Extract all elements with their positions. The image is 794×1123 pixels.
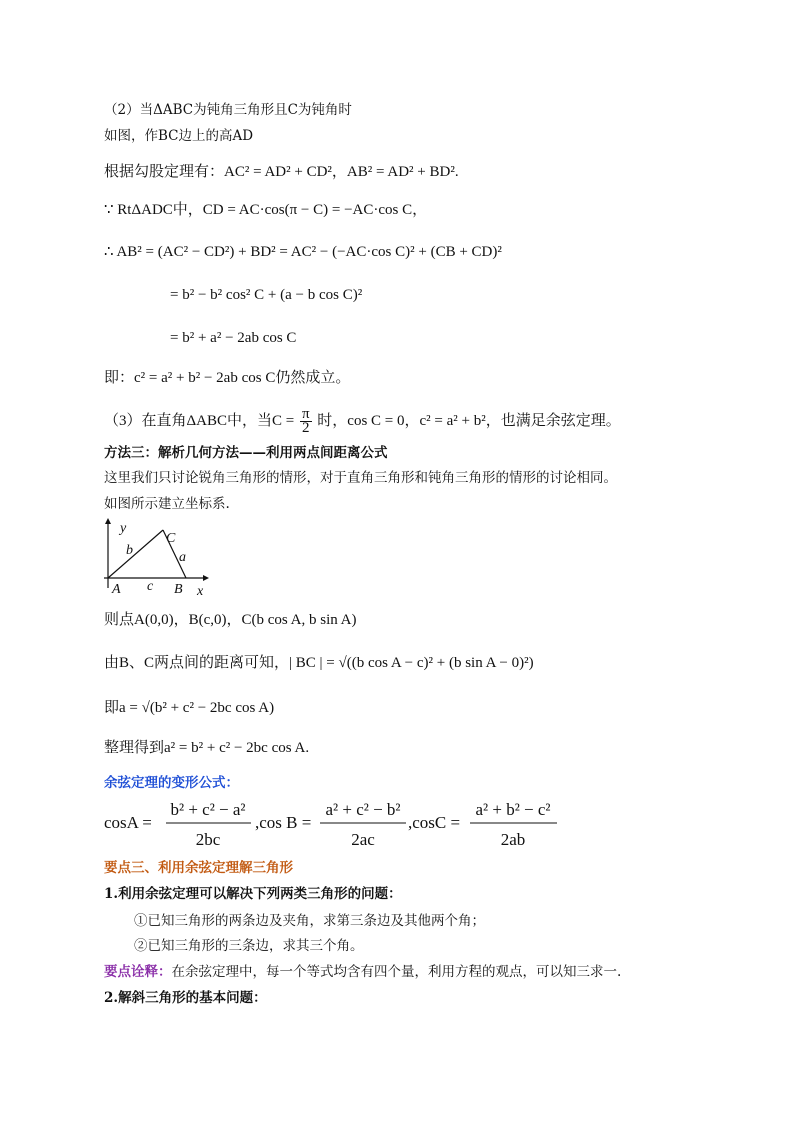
cos-a-lhs: cosA = (104, 813, 152, 832)
pythagoras-equation: 根据勾股定理有：AC² = AD² + CD²，AB² = AD² + BD². (104, 164, 459, 180)
bc-distance-formula: 由B、C两点间的距离可知，| BC | = √((b cos A − c)² + (b sin A − 0)²) (104, 655, 534, 671)
y-axis-arrow (105, 518, 111, 524)
side-b-line (108, 530, 163, 578)
case-3-prefix: （3）在直角ΔABC中，当C = (104, 412, 295, 429)
key-point-note (104, 962, 621, 982)
x-axis-arrow (203, 575, 209, 581)
point-c-label: C (166, 531, 176, 546)
case-3-line (104, 408, 621, 435)
point-a-label: A (112, 582, 121, 597)
point-coordinates: 则点A(0,0)，B(c,0)，C(b cos A, b sin A) (104, 612, 357, 628)
expansion-step-3: = b² + a² − 2ab cos C (170, 330, 297, 346)
point-b-label: B (174, 582, 183, 597)
cos-c-lhs: ,cosC = (408, 813, 461, 832)
two-problem-types-heading: 1.利用余弦定理可以解决下列两类三角形的问题： (104, 886, 402, 902)
case-3-suffix: 时，cos C = 0，c² = a² + b²，也满足余弦定理。 (317, 412, 621, 429)
cos-b-numerator: a² + c² − b² (325, 800, 401, 819)
right-triangle-cd-equation: ∵ RtΔADC中，CD = AC·cos(π − C) = −AC·cos C， (104, 202, 428, 218)
case-2-heading: （2）当ΔABC为钝角三角形且C为钝角时 (104, 102, 352, 118)
expansion-step-2: = b² − b² cos² C + (a − b cos C)² (170, 287, 363, 303)
method-3-heading: 方法三：解析几何方法——利用两点间距离公式 (104, 445, 388, 461)
pi-over-2-fraction (300, 408, 312, 435)
x-axis-label: x (197, 584, 204, 599)
side-a-label: a (179, 550, 186, 565)
draw-altitude-text: 如图，作BC边上的高AD (104, 128, 254, 144)
fraction-denominator: 2 (302, 420, 310, 436)
problem-type-2: ②已知三角形的三条边，求其三个角。 (134, 938, 364, 954)
cos-c-denominator: 2ab (500, 830, 526, 849)
cos-a-numerator: b² + c² − a² (170, 800, 246, 819)
key-point-note-label: 要点诠释： (104, 964, 172, 980)
coordinate-system-note: 如图所示建立坐标系. (104, 496, 230, 512)
cos-c-numerator: a² + b² − c² (475, 800, 551, 819)
conclusion-c-squared: 即：c² = a² + b² − 2ab cos C仍然成立。 (104, 370, 351, 386)
a-sqrt-formula: 即a = √(b² + c² − 2bc cos A) (104, 700, 275, 716)
problem-type-1: ①已知三角形的两条边及夹角，求第三条边及其他两个角； (134, 913, 485, 929)
fraction-numerator: π (301, 406, 310, 422)
side-c-label: c (147, 579, 154, 594)
key-point-note-text: 在余弦定理中，每一个等式均含有四个量，利用方程的观点，可以知三求一. (171, 964, 622, 980)
oblique-triangle-heading: 2.解斜三角形的基本问题： (104, 990, 267, 1006)
acute-case-note: 这里我们只讨论锐角三角形的情形，对于直角三角形和钝角三角形的情形的讨论相同。 (104, 470, 617, 486)
cosine-transform-heading: 余弦定理的变形公式： (104, 775, 239, 791)
cosine-fraction-formulas (104, 796, 584, 854)
law-of-cosines-result: 整理得到a² = b² + c² − 2bc cos A. (104, 740, 310, 756)
cos-b-denominator: 2ac (351, 830, 375, 849)
coordinate-triangle-diagram (100, 518, 210, 600)
side-b-label: b (126, 543, 133, 558)
cos-a-denominator: 2bc (195, 830, 221, 849)
cos-b-lhs: ,cos B = (255, 813, 312, 832)
y-axis-label: y (120, 521, 127, 536)
key-point-3-heading: 要点三、利用余弦定理解三角形 (104, 860, 293, 876)
ab-squared-expansion: ∴ AB² = (AC² − CD²) + BD² = AC² − (−AC·cos C)² + (CB + CD)² (104, 244, 502, 260)
